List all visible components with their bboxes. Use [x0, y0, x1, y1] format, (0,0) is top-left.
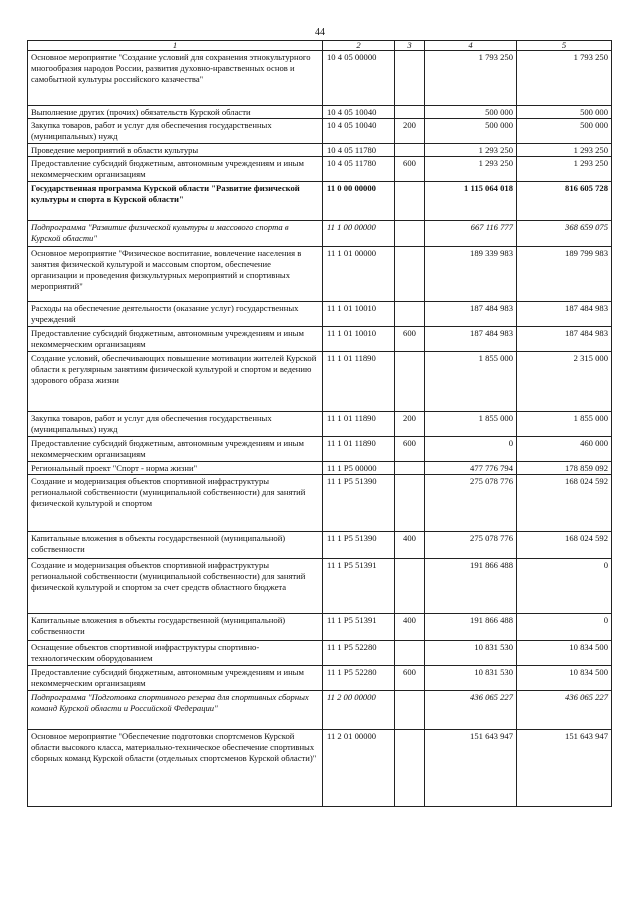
table-row — [28, 462, 612, 475]
code-cell: 11 0 00 00000 — [323, 182, 395, 221]
sum-2020-cell: 1 855 000 — [425, 352, 517, 412]
vr-cell — [395, 221, 425, 247]
sum-2020-cell: 500 000 — [425, 106, 517, 119]
sum-2020-cell: 191 866 488 — [425, 559, 517, 614]
name-cell: Подпрограмма "Развитие физической культуры и массового спорта в Курской области" — [28, 221, 323, 247]
code-cell: 11 1 01 11890 — [323, 437, 395, 462]
sum-2020-cell: 151 643 947 — [425, 730, 517, 807]
sum-2021-cell: 187 484 983 — [517, 327, 612, 352]
sum-2020-cell: 187 484 983 — [425, 302, 517, 327]
code-cell: 11 2 01 00000 — [323, 730, 395, 807]
vr-cell — [395, 302, 425, 327]
sum-2020-cell: 187 484 983 — [425, 327, 517, 352]
sum-2020-cell: 1 793 250 — [425, 51, 517, 106]
name-cell: Предоставление субсидий бюджетным, автономным учреждениям и иным некоммерческим организациям — [28, 327, 323, 352]
code-cell: 11 1 P5 51391 — [323, 559, 395, 614]
vr-cell — [395, 475, 425, 532]
sum-2021-cell: 500 000 — [517, 119, 612, 144]
name-cell: Основное мероприятие "Создание условий для сохранения этнокультурного многообразия народов России, развития духовно-нравственных основ и самобытной культуры российского казачества" — [28, 51, 323, 106]
code-cell: 11 1 P5 51390 — [323, 532, 395, 559]
name-cell: Предоставление субсидий бюджетным, автономным учреждениям и иным некоммерческим организациям — [28, 666, 323, 691]
sum-2020-cell: 1 293 250 — [425, 144, 517, 157]
sum-2021-cell: 460 000 — [517, 437, 612, 462]
name-cell: Создание и модернизация объектов спортивной инфраструктуры региональной собственности (муниципальной собственности) для занятий физической культурой и спортом за счет средств областного бюджета — [28, 559, 323, 614]
table-row — [28, 641, 612, 666]
table-row — [28, 691, 612, 730]
sum-2021-cell: 368 659 075 — [517, 221, 612, 247]
sum-2021-cell: 187 484 983 — [517, 302, 612, 327]
header-cell-vr: 3 — [395, 41, 425, 51]
vr-cell — [395, 462, 425, 475]
table-row — [28, 182, 612, 221]
sum-2021-cell: 2 315 000 — [517, 352, 612, 412]
vr-cell — [395, 106, 425, 119]
table-row — [28, 614, 612, 641]
code-cell: 10 4 05 11780 — [323, 144, 395, 157]
table-row — [28, 51, 612, 106]
code-cell: 11 1 P5 00000 — [323, 462, 395, 475]
name-cell: Основное мероприятие "Обеспечение подготовки спортсменов Курской области высокого класса, материально-техническое обеспечение спортивных сборных команд Курской области (отдельных спортсменов Курской области)" — [28, 730, 323, 807]
vr-cell — [395, 641, 425, 666]
vr-cell — [395, 730, 425, 807]
sum-2021-cell: 10 834 500 — [517, 666, 612, 691]
code-cell: 10 4 05 10040 — [323, 106, 395, 119]
table-row — [28, 302, 612, 327]
sum-2020-cell: 1 115 064 018 — [425, 182, 517, 221]
sum-2021-cell: 10 834 500 — [517, 641, 612, 666]
vr-cell: 200 — [395, 412, 425, 437]
name-cell: Выполнение других (прочих) обязательств Курской области — [28, 106, 323, 119]
sum-2021-cell: 1 293 250 — [517, 157, 612, 182]
sum-2020-cell: 189 339 983 — [425, 247, 517, 302]
sum-2021-cell: 436 065 227 — [517, 691, 612, 730]
sum-2020-cell: 500 000 — [425, 119, 517, 144]
name-cell: Оснащение объектов спортивной инфраструктуры спортивно-технологическим оборудованием — [28, 641, 323, 666]
sum-2020-cell: 667 116 777 — [425, 221, 517, 247]
code-cell: 10 4 05 11780 — [323, 157, 395, 182]
table-row — [28, 730, 612, 807]
sum-2020-cell: 1 293 250 — [425, 157, 517, 182]
name-cell: Предоставление субсидий бюджетным, автономным учреждениям и иным некоммерческим организациям — [28, 437, 323, 462]
code-cell: 11 1 01 00000 — [323, 247, 395, 302]
sum-2021-cell: 151 643 947 — [517, 730, 612, 807]
sum-2020-cell: 10 831 530 — [425, 641, 517, 666]
name-cell: Закупка товаров, работ и услуг для обеспечения государственных (муниципальных) нужд — [28, 119, 323, 144]
vr-cell — [395, 691, 425, 730]
vr-cell: 600 — [395, 437, 425, 462]
table-row — [28, 475, 612, 532]
vr-cell — [395, 182, 425, 221]
vr-cell — [395, 559, 425, 614]
name-cell: Капитальные вложения в объекты государственной (муниципальной) собственности — [28, 532, 323, 559]
vr-cell — [395, 352, 425, 412]
sum-2020-cell: 191 866 488 — [425, 614, 517, 641]
header-cell-name: 1 — [28, 41, 323, 51]
sum-2020-cell: 477 776 794 — [425, 462, 517, 475]
sum-2020-cell: 275 078 776 — [425, 475, 517, 532]
sum-2021-cell: 0 — [517, 559, 612, 614]
table-row — [28, 119, 612, 144]
code-cell: 10 4 05 00000 — [323, 51, 395, 106]
table-row — [28, 559, 612, 614]
table-row — [28, 327, 612, 352]
name-cell: Предоставление субсидий бюджетным, автономным учреждениям и иным некоммерческим организациям — [28, 157, 323, 182]
name-cell: Проведение мероприятий в области культуры — [28, 144, 323, 157]
name-cell: Подпрограмма "Подготовка спортивного резерва для спортивных сборных команд Курской области и Российской Федерации" — [28, 691, 323, 730]
table-row — [28, 437, 612, 462]
table-row — [28, 412, 612, 437]
sum-2021-cell: 168 024 592 — [517, 532, 612, 559]
table-row — [28, 144, 612, 157]
vr-cell: 600 — [395, 666, 425, 691]
name-cell: Государственная программа Курской области "Развитие физической культуры и спорта в Курской области" — [28, 182, 323, 221]
name-cell: Региональный проект "Спорт - норма жизни" — [28, 462, 323, 475]
sum-2021-cell: 178 859 092 — [517, 462, 612, 475]
code-cell: 11 1 01 11890 — [323, 412, 395, 437]
sum-2020-cell: 275 078 776 — [425, 532, 517, 559]
header-cell-code: 2 — [323, 41, 395, 51]
code-cell: 10 4 05 10040 — [323, 119, 395, 144]
code-cell: 11 1 P5 51390 — [323, 475, 395, 532]
table-row — [28, 106, 612, 119]
vr-cell — [395, 247, 425, 302]
code-cell: 11 1 P5 51391 — [323, 614, 395, 641]
sum-2020-cell: 0 — [425, 437, 517, 462]
table-row — [28, 352, 612, 412]
sum-2021-cell: 500 000 — [517, 106, 612, 119]
code-cell: 11 1 01 11890 — [323, 352, 395, 412]
code-cell: 11 2 00 00000 — [323, 691, 395, 730]
table-row — [28, 666, 612, 691]
table-row — [28, 157, 612, 182]
budget-table — [27, 40, 612, 807]
sum-2020-cell: 1 855 000 — [425, 412, 517, 437]
table-row — [28, 247, 612, 302]
sum-2021-cell: 1 293 250 — [517, 144, 612, 157]
vr-cell: 400 — [395, 614, 425, 641]
vr-cell: 600 — [395, 157, 425, 182]
sum-2020-cell: 10 831 530 — [425, 666, 517, 691]
name-cell: Создание и модернизация объектов спортивной инфраструктуры региональной собственности (муниципальной собственности) для занятий физической культурой и спортом — [28, 475, 323, 532]
vr-cell — [395, 144, 425, 157]
table-row — [28, 532, 612, 559]
page-number: 44 — [315, 27, 325, 38]
sum-2021-cell: 816 605 728 — [517, 182, 612, 221]
vr-cell: 200 — [395, 119, 425, 144]
sum-2021-cell: 1 793 250 — [517, 51, 612, 106]
code-cell: 11 1 00 00000 — [323, 221, 395, 247]
code-cell: 11 1 P5 52280 — [323, 641, 395, 666]
name-cell: Создание условий, обеспечивающих повышение мотивации жителей Курской области к регулярным занятиям физической культурой и спортом и ведению здорового образа жизни — [28, 352, 323, 412]
code-cell: 11 1 01 10010 — [323, 327, 395, 352]
code-cell: 11 1 01 10010 — [323, 302, 395, 327]
name-cell: Основное мероприятие "Физическое воспитание, вовлечение населения в занятия физической культурой и массовым спортом, обеспечение организации и проведения физкультурных мероприятий и спортивных мероприятий" — [28, 247, 323, 302]
header-cell-sum2: 5 — [517, 41, 612, 51]
sum-2021-cell: 1 855 000 — [517, 412, 612, 437]
table-header-row — [28, 41, 612, 51]
sum-2021-cell: 168 024 592 — [517, 475, 612, 532]
vr-cell: 600 — [395, 327, 425, 352]
vr-cell — [395, 51, 425, 106]
sum-2021-cell: 189 799 983 — [517, 247, 612, 302]
name-cell: Капитальные вложения в объекты государственной (муниципальной) собственности — [28, 614, 323, 641]
code-cell: 11 1 P5 52280 — [323, 666, 395, 691]
sum-2020-cell: 436 065 227 — [425, 691, 517, 730]
sum-2021-cell: 0 — [517, 614, 612, 641]
table-row — [28, 221, 612, 247]
vr-cell: 400 — [395, 532, 425, 559]
header-cell-sum1: 4 — [425, 41, 517, 51]
name-cell: Закупка товаров, работ и услуг для обеспечения государственных (муниципальных) нужд — [28, 412, 323, 437]
name-cell: Расходы на обеспечение деятельности (оказание услуг) государственных учреждений — [28, 302, 323, 327]
